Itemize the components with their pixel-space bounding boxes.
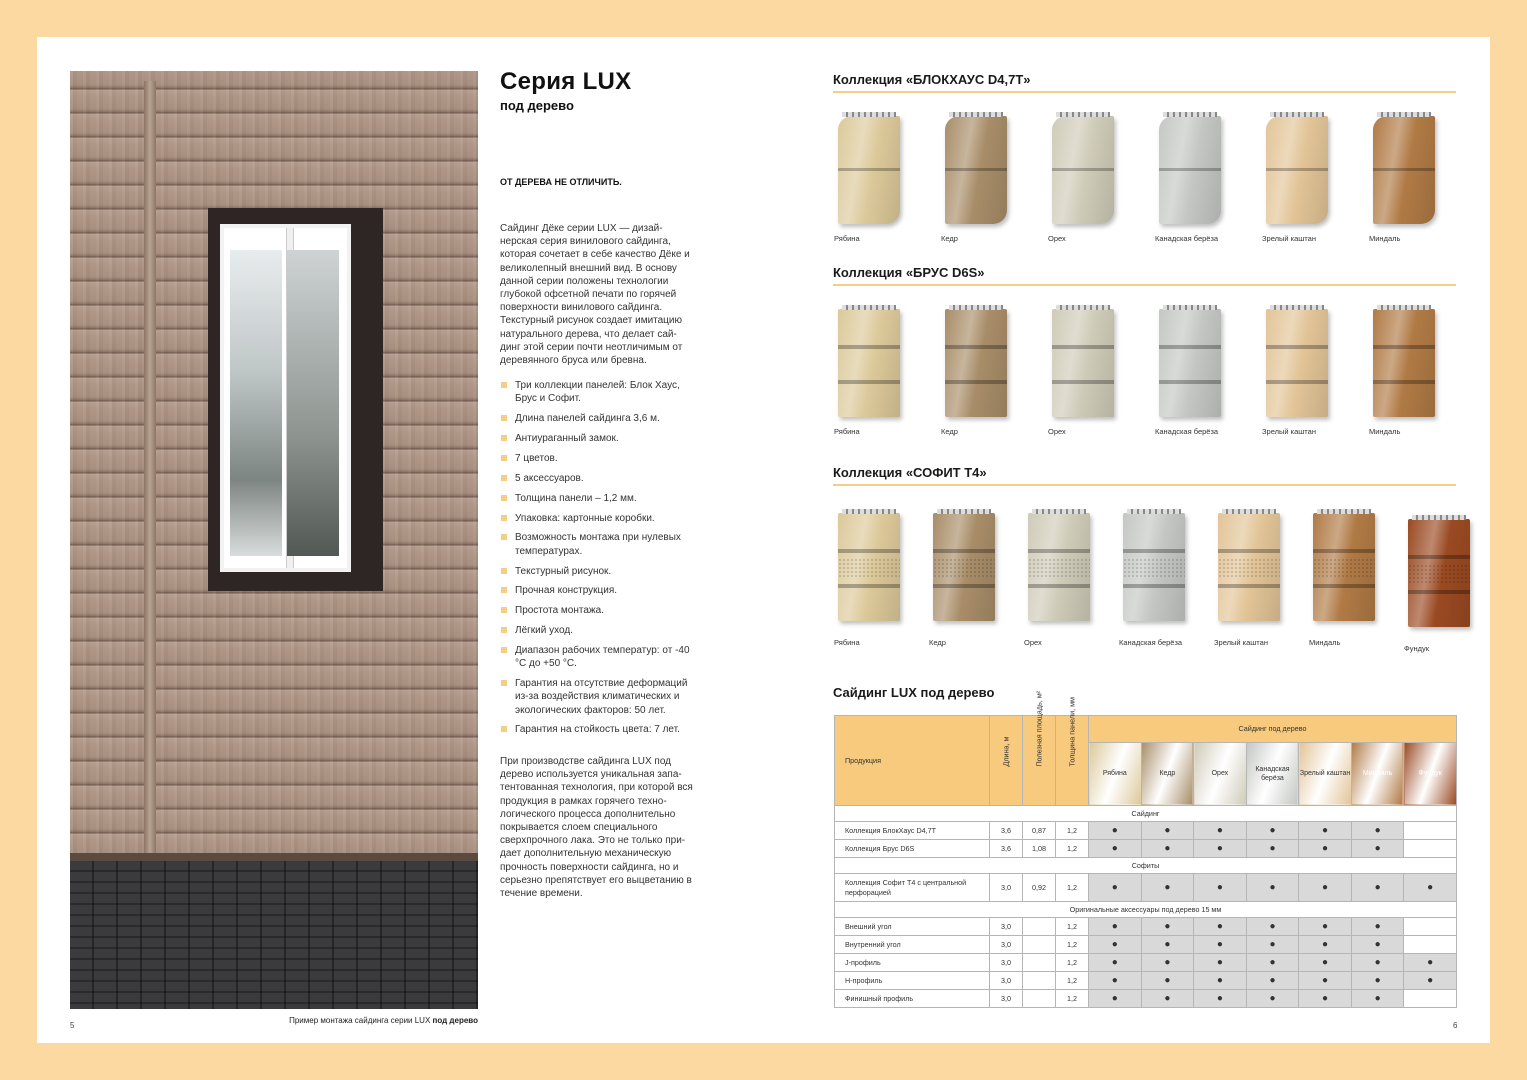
available-dot: ● bbox=[1089, 874, 1142, 902]
feature-item bbox=[500, 452, 700, 465]
swatch-header: Зрелый каштан bbox=[1299, 742, 1352, 805]
available-dot: ● bbox=[1141, 972, 1194, 990]
available-dot: ● bbox=[1351, 918, 1404, 936]
photo-caption bbox=[237, 1016, 478, 1025]
panel-label: Миндаль bbox=[1369, 234, 1401, 243]
panel-sample bbox=[1155, 112, 1221, 228]
panel-sample bbox=[834, 305, 900, 421]
cell-product: Внутренний угол bbox=[835, 936, 990, 954]
panel-sample bbox=[1048, 305, 1114, 421]
available-dot: ● bbox=[1246, 936, 1299, 954]
window bbox=[220, 224, 351, 572]
cell-length: 3,0 bbox=[990, 918, 1023, 936]
available-dot: ● bbox=[1351, 822, 1404, 840]
bullet-square bbox=[501, 415, 507, 421]
feature-item bbox=[500, 531, 700, 557]
available-dot: ● bbox=[1089, 822, 1142, 840]
feature-text: Лёгкий уход. bbox=[515, 625, 573, 637]
available-dot: ● bbox=[1141, 990, 1194, 1008]
panel-sample bbox=[834, 509, 900, 625]
available-dot: ● bbox=[1089, 840, 1142, 858]
panel-label: Кедр bbox=[941, 234, 958, 243]
feature-item bbox=[500, 412, 700, 425]
cell-area: 0,92 bbox=[1023, 874, 1056, 902]
section-label: Сайдинг bbox=[835, 806, 1457, 822]
feature-text: Простота монтажа. bbox=[515, 605, 604, 617]
feature-text: Гарантия на отсутствие деформаций из-за воздействия климатических и экологических факторов: 50 лет. bbox=[515, 678, 688, 716]
cell-thickness: 1,2 bbox=[1056, 840, 1089, 858]
panel-sample bbox=[1404, 515, 1470, 631]
panel-sample bbox=[1262, 112, 1328, 228]
cell-length: 3,0 bbox=[990, 874, 1023, 902]
feature-item bbox=[500, 677, 700, 717]
available-dot: ● bbox=[1246, 840, 1299, 858]
swatch-header: Миндаль bbox=[1351, 742, 1404, 805]
bullet-square bbox=[501, 607, 507, 613]
cell-thickness: 1,2 bbox=[1056, 874, 1089, 902]
panel-label: Кедр bbox=[941, 427, 958, 436]
bullet-square bbox=[501, 587, 507, 593]
section-row bbox=[835, 902, 1457, 918]
available-dot: ● bbox=[1351, 936, 1404, 954]
available-dot: ● bbox=[1194, 990, 1247, 1008]
panel-label: Орех bbox=[1024, 638, 1042, 647]
cell-area bbox=[1023, 990, 1056, 1008]
panel-label: Канадская берёза bbox=[1119, 638, 1183, 647]
panel-label: Кедр bbox=[929, 638, 946, 647]
cell-product: Коллекция Брус D6S bbox=[835, 840, 990, 858]
section-row bbox=[835, 806, 1457, 822]
group-header: Сайдинг под дерево bbox=[1089, 716, 1457, 743]
panel-label: Зрелый каштан bbox=[1262, 234, 1316, 243]
available-dot: ● bbox=[1141, 936, 1194, 954]
available-dot: ● bbox=[1141, 874, 1194, 902]
cell-length: 3,0 bbox=[990, 954, 1023, 972]
feature-text: Толщина панели – 1,2 мм. bbox=[515, 492, 637, 504]
bullet-square bbox=[501, 627, 507, 633]
page-number-right: 6 bbox=[1453, 1021, 1458, 1030]
feature-item bbox=[500, 723, 700, 736]
available-dot: ● bbox=[1089, 918, 1142, 936]
available-dot: ● bbox=[1351, 972, 1404, 990]
panel-label: Зрелый каштан bbox=[1262, 427, 1316, 436]
available-dot: ● bbox=[1141, 918, 1194, 936]
cell-length: 3,6 bbox=[990, 822, 1023, 840]
available-dot: ● bbox=[1404, 972, 1457, 990]
feature-text: Длина панелей сайдинга 3,6 м. bbox=[515, 413, 660, 425]
bullet-square bbox=[501, 382, 507, 388]
panel-sample bbox=[1048, 112, 1114, 228]
caption-bold: под дерево bbox=[432, 1016, 478, 1025]
cell-area bbox=[1023, 954, 1056, 972]
panel-label: Орех bbox=[1048, 234, 1066, 243]
panel-sample bbox=[1309, 509, 1375, 625]
section-row bbox=[835, 858, 1457, 874]
unavailable-cell bbox=[1404, 990, 1457, 1008]
col-length: Длина, м bbox=[990, 716, 1023, 806]
cell-area bbox=[1023, 972, 1056, 990]
brochure-spread bbox=[37, 37, 1490, 1043]
page-number-left: 5 bbox=[70, 1021, 75, 1030]
feature-item bbox=[500, 644, 700, 670]
bullet-square bbox=[501, 515, 507, 521]
available-dot: ● bbox=[1299, 990, 1352, 1008]
bullet-square bbox=[501, 495, 507, 501]
bullet-square bbox=[501, 647, 507, 653]
col-product: Продукция bbox=[835, 716, 990, 806]
panel-sample bbox=[1262, 305, 1328, 421]
feature-text: Упаковка: картонные коробки. bbox=[515, 512, 655, 524]
cell-length: 3,0 bbox=[990, 990, 1023, 1008]
available-dot: ● bbox=[1246, 972, 1299, 990]
installation-photo bbox=[70, 71, 478, 1009]
panel-sample bbox=[1155, 305, 1221, 421]
feature-text: Три коллекции панелей: Блок Хаус, Брус и Софит. bbox=[515, 380, 680, 405]
available-dot: ● bbox=[1194, 874, 1247, 902]
available-dot: ● bbox=[1299, 954, 1352, 972]
available-dot: ● bbox=[1299, 840, 1352, 858]
table-row bbox=[835, 936, 1457, 954]
cell-area bbox=[1023, 936, 1056, 954]
unavailable-cell bbox=[1404, 936, 1457, 954]
cell-product: Финишный профиль bbox=[835, 990, 990, 1008]
cell-product: Внешний угол bbox=[835, 918, 990, 936]
available-dot: ● bbox=[1299, 918, 1352, 936]
feature-item bbox=[500, 565, 700, 578]
bullet-square bbox=[501, 435, 507, 441]
panel-label: Миндаль bbox=[1369, 427, 1401, 436]
unavailable-cell bbox=[1404, 840, 1457, 858]
bullet-square bbox=[501, 680, 507, 686]
unavailable-cell bbox=[1404, 822, 1457, 840]
cell-area bbox=[1023, 918, 1056, 936]
feature-item bbox=[500, 379, 700, 405]
feature-text: Возможность монтажа при нулевых температурах. bbox=[515, 532, 681, 557]
intro-paragraph: Сайдинг Дёке серии LUX — дизай-нерская серия винилового сайдинга, которая сочетает в себе качество Дёке и великолепный внешний вид. В основу данной серии положены технологии глубокой офсетной печати по горячей поверхности винилового сайдинга. Текстурный рисунок создает имитацию натурального дерева, что делает сай-динг этой серии почти неотличимым от деревянного бруса или бревна. bbox=[500, 223, 690, 367]
cell-product: Коллекция Софит Т4 с центральной перфорацией bbox=[835, 874, 990, 902]
cell-thickness: 1,2 bbox=[1056, 954, 1089, 972]
available-dot: ● bbox=[1246, 822, 1299, 840]
swatch-header: Канадская берёза bbox=[1246, 742, 1299, 805]
panel-sample bbox=[941, 112, 1007, 228]
available-dot: ● bbox=[1351, 990, 1404, 1008]
available-dot: ● bbox=[1089, 990, 1142, 1008]
swatch-header: Фундук bbox=[1404, 742, 1457, 805]
feature-item bbox=[500, 432, 700, 445]
available-dot: ● bbox=[1351, 954, 1404, 972]
cell-thickness: 1,2 bbox=[1056, 822, 1089, 840]
available-dot: ● bbox=[1194, 972, 1247, 990]
panel-label: Рябина bbox=[834, 234, 860, 243]
table-row bbox=[835, 990, 1457, 1008]
bullet-square bbox=[501, 568, 507, 574]
panel-label: Рябина bbox=[834, 427, 860, 436]
corner-post bbox=[144, 81, 156, 871]
available-dot: ● bbox=[1141, 954, 1194, 972]
swatch-header: Кедр bbox=[1141, 742, 1194, 805]
panel-sample bbox=[941, 305, 1007, 421]
panel-label: Канадская берёза bbox=[1155, 234, 1219, 243]
cell-area: 1,08 bbox=[1023, 840, 1056, 858]
available-dot: ● bbox=[1089, 972, 1142, 990]
available-dot: ● bbox=[1141, 840, 1194, 858]
swatch-header: Рябина bbox=[1089, 742, 1142, 805]
feature-item bbox=[500, 492, 700, 505]
table-row bbox=[835, 822, 1457, 840]
feature-text: Текстурный рисунок. bbox=[515, 565, 612, 577]
available-dot: ● bbox=[1246, 918, 1299, 936]
page-subtitle: под дерево bbox=[500, 98, 574, 113]
collection-divider bbox=[833, 484, 1456, 486]
bullet-square bbox=[501, 534, 507, 540]
panel-sample bbox=[1024, 509, 1090, 625]
feature-text: 5 аксессуаров. bbox=[515, 472, 584, 484]
available-dot: ● bbox=[1194, 822, 1247, 840]
available-dot: ● bbox=[1246, 954, 1299, 972]
cell-thickness: 1,2 bbox=[1056, 972, 1089, 990]
feature-item bbox=[500, 472, 700, 485]
cell-thickness: 1,2 bbox=[1056, 936, 1089, 954]
available-dot: ● bbox=[1246, 874, 1299, 902]
panel-sample bbox=[1214, 509, 1280, 625]
cell-thickness: 1,2 bbox=[1056, 990, 1089, 1008]
section-label: Оригинальные аксессуары под дерево 15 мм bbox=[835, 902, 1457, 918]
caption-text: Пример монтажа сайдинга серии LUX bbox=[289, 1016, 433, 1025]
cell-length: 3,0 bbox=[990, 972, 1023, 990]
feature-text: Прочная конструкция. bbox=[515, 585, 618, 597]
panel-label: Рябина bbox=[834, 638, 860, 647]
feature-text: Диапазон рабочих температур: от -40 °С до +50 °С. bbox=[515, 645, 690, 670]
available-dot: ● bbox=[1194, 840, 1247, 858]
table-row bbox=[835, 874, 1457, 902]
section-label: Софиты bbox=[835, 858, 1457, 874]
feature-item bbox=[500, 512, 700, 525]
bullet-square bbox=[501, 726, 507, 732]
available-dot: ● bbox=[1194, 954, 1247, 972]
available-dot: ● bbox=[1141, 822, 1194, 840]
panel-sample bbox=[929, 509, 995, 625]
feature-list bbox=[500, 379, 700, 743]
feature-text: Гарантия на стойкость цвета: 7 лет. bbox=[515, 724, 680, 736]
cell-length: 3,0 bbox=[990, 936, 1023, 954]
table-title: Сайдинг LUX под дерево bbox=[833, 685, 995, 700]
bullet-square bbox=[501, 455, 507, 461]
panel-label: Миндаль bbox=[1309, 638, 1341, 647]
cell-area: 0,87 bbox=[1023, 822, 1056, 840]
available-dot: ● bbox=[1089, 936, 1142, 954]
collection-title: Коллекция «СОФИТ Т4» bbox=[833, 465, 987, 480]
panel-label: Орех bbox=[1048, 427, 1066, 436]
feature-text: 7 цветов. bbox=[515, 452, 558, 464]
panel-sample bbox=[1369, 112, 1435, 228]
panel-label: Зрелый каштан bbox=[1214, 638, 1268, 647]
cell-product: J-профиль bbox=[835, 954, 990, 972]
available-dot: ● bbox=[1299, 822, 1352, 840]
cell-thickness: 1,2 bbox=[1056, 918, 1089, 936]
table-body bbox=[835, 806, 1457, 1008]
panel-label: Фундук bbox=[1404, 644, 1430, 653]
cell-length: 3,6 bbox=[990, 840, 1023, 858]
available-dot: ● bbox=[1246, 990, 1299, 1008]
available-dot: ● bbox=[1299, 874, 1352, 902]
feature-item bbox=[500, 604, 700, 617]
slogan: ОТ ДЕРЕВА НЕ ОТЛИЧИТЬ. bbox=[500, 177, 622, 187]
bullet-square bbox=[501, 475, 507, 481]
available-dot: ● bbox=[1299, 972, 1352, 990]
available-dot: ● bbox=[1194, 918, 1247, 936]
swatch-header: Орех bbox=[1194, 742, 1247, 805]
col-area: Полезная площадь, м² bbox=[1023, 716, 1056, 806]
table-row bbox=[835, 918, 1457, 936]
available-dot: ● bbox=[1404, 874, 1457, 902]
table-row bbox=[835, 972, 1457, 990]
panel-sample bbox=[1369, 305, 1435, 421]
available-dot: ● bbox=[1299, 936, 1352, 954]
unavailable-cell bbox=[1404, 918, 1457, 936]
collection-divider bbox=[833, 284, 1456, 286]
available-dot: ● bbox=[1351, 840, 1404, 858]
available-dot: ● bbox=[1351, 874, 1404, 902]
available-dot: ● bbox=[1194, 936, 1247, 954]
feature-item bbox=[500, 584, 700, 597]
outro-paragraph: При производстве сайдинга LUX под дерево используется уникальная запа-тентованная технология, при которой вся продукция в рамках горячего техно-логического процесса дополнительно покрывается слоем специального сверхпрочного лака. Это не только при-дает дополнительную механическую прочность поверхности сайдинга, но и серьезно препятствует его выцветанию в течение времени. bbox=[500, 756, 693, 900]
brick-plinth bbox=[70, 861, 478, 1009]
collection-divider bbox=[833, 91, 1456, 93]
table-row bbox=[835, 954, 1457, 972]
panel-sample bbox=[1119, 509, 1185, 625]
cell-product: Коллекция БлокХаус D4,7T bbox=[835, 822, 990, 840]
available-dot: ● bbox=[1089, 954, 1142, 972]
page-title: Серия LUX bbox=[500, 68, 632, 95]
available-dot: ● bbox=[1404, 954, 1457, 972]
table-row bbox=[835, 840, 1457, 858]
cell-product: Н-профиль bbox=[835, 972, 990, 990]
col-thickness: Толщина панели, мм bbox=[1056, 716, 1089, 806]
feature-item bbox=[500, 624, 700, 637]
collection-title: Коллекция «БРУС D6S» bbox=[833, 265, 985, 280]
panel-label: Канадская берёза bbox=[1155, 427, 1219, 436]
feature-text: Антиураганный замок. bbox=[515, 432, 619, 444]
collection-title: Коллекция «БЛОКХАУС D4,7T» bbox=[833, 72, 1031, 87]
panel-sample bbox=[834, 112, 900, 228]
